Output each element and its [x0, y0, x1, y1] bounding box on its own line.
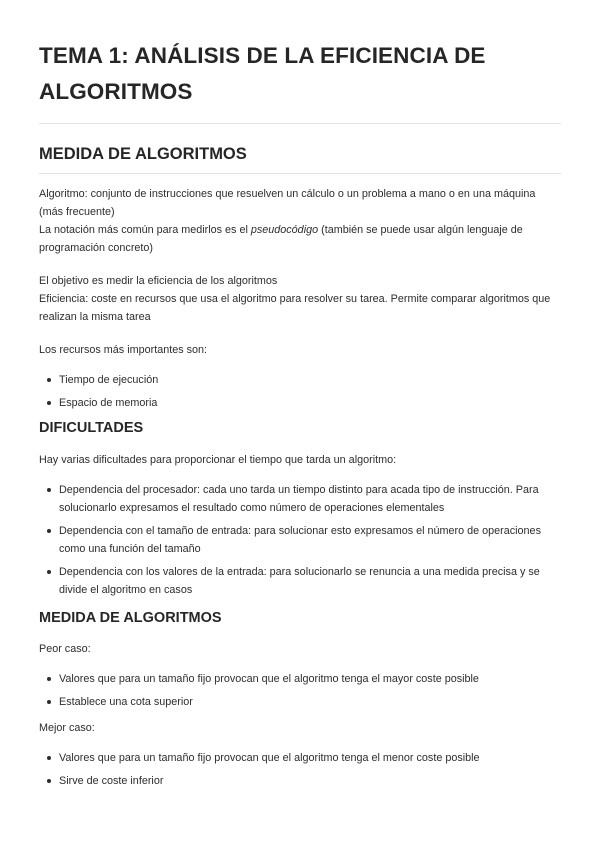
list-item: Establece una cota superior	[39, 693, 561, 711]
best-case-list	[39, 749, 561, 790]
efficiency-definition: Eficiencia: coste en recursos que usa el algoritmo para resolver su tarea. Permite comparar algoritmos que realizan la misma tarea	[39, 293, 551, 323]
section-heading-dificultades: DIFICULTADES	[39, 420, 144, 436]
definition-algoritmo: Algoritmo: conjunto de instrucciones que resuelven un cálculo o un problema a mano o en una máquina (más frecuente)	[39, 188, 536, 218]
notation-text-after: (también se puede usar algún lenguaje de programación concreto)	[39, 224, 523, 254]
list-item: Valores que para un tamaño fijo provocan que el algoritmo tenga el mayor coste posible	[39, 670, 561, 688]
list-item: Sirve de coste inferior	[39, 772, 561, 790]
page-title: TEMA 1: ANÁLISIS DE LA EFICIENCIA DE ALGORITMOS	[39, 43, 486, 104]
title-divider	[39, 123, 561, 124]
list-item: Espacio de memoria	[39, 394, 561, 412]
section-heading-medida: MEDIDA DE ALGORITMOS	[39, 145, 247, 163]
section-divider	[39, 173, 561, 174]
objective-text: El objetivo es medir la eficiencia de los algoritmos	[39, 275, 278, 287]
worst-case-list	[39, 670, 561, 711]
list-item: Dependencia con el tamaño de entrada: para solucionar esto expresamos el número de operaciones como una función del tamaño	[39, 522, 561, 558]
list-item: Dependencia del procesador: cada uno tarda un tiempo distinto para acada tipo de instrucción. Para solucionarlo expresamos el resultado como número de operaciones elementales	[39, 481, 561, 517]
notation-text-before: La notación más común para medirlos es el	[39, 224, 251, 236]
list-item: Valores que para un tamaño fijo provocan que el algoritmo tenga el menor coste posible	[39, 749, 561, 767]
notation-emphasis: pseudocódigo	[250, 224, 319, 236]
best-case-label: Mejor caso:	[39, 722, 95, 734]
resources-intro: Los recursos más importantes son:	[39, 344, 208, 356]
resources-list	[39, 371, 561, 412]
worst-case-label: Peor caso:	[39, 643, 91, 655]
section-heading-medida-2: MEDIDA DE ALGORITMOS	[39, 610, 222, 626]
difficulties-list	[39, 481, 561, 599]
paragraph-algoritmo	[39, 185, 561, 257]
list-item: Tiempo de ejecución	[39, 371, 561, 389]
list-item: Dependencia con los valores de la entrada: para solucionarlo se renuncia a una medida precisa y se divide el algoritmo en casos	[39, 563, 561, 599]
paragraph-eficiencia	[39, 272, 561, 326]
difficulties-intro: Hay varias dificultades para proporcionar el tiempo que tarda un algoritmo:	[39, 454, 397, 466]
